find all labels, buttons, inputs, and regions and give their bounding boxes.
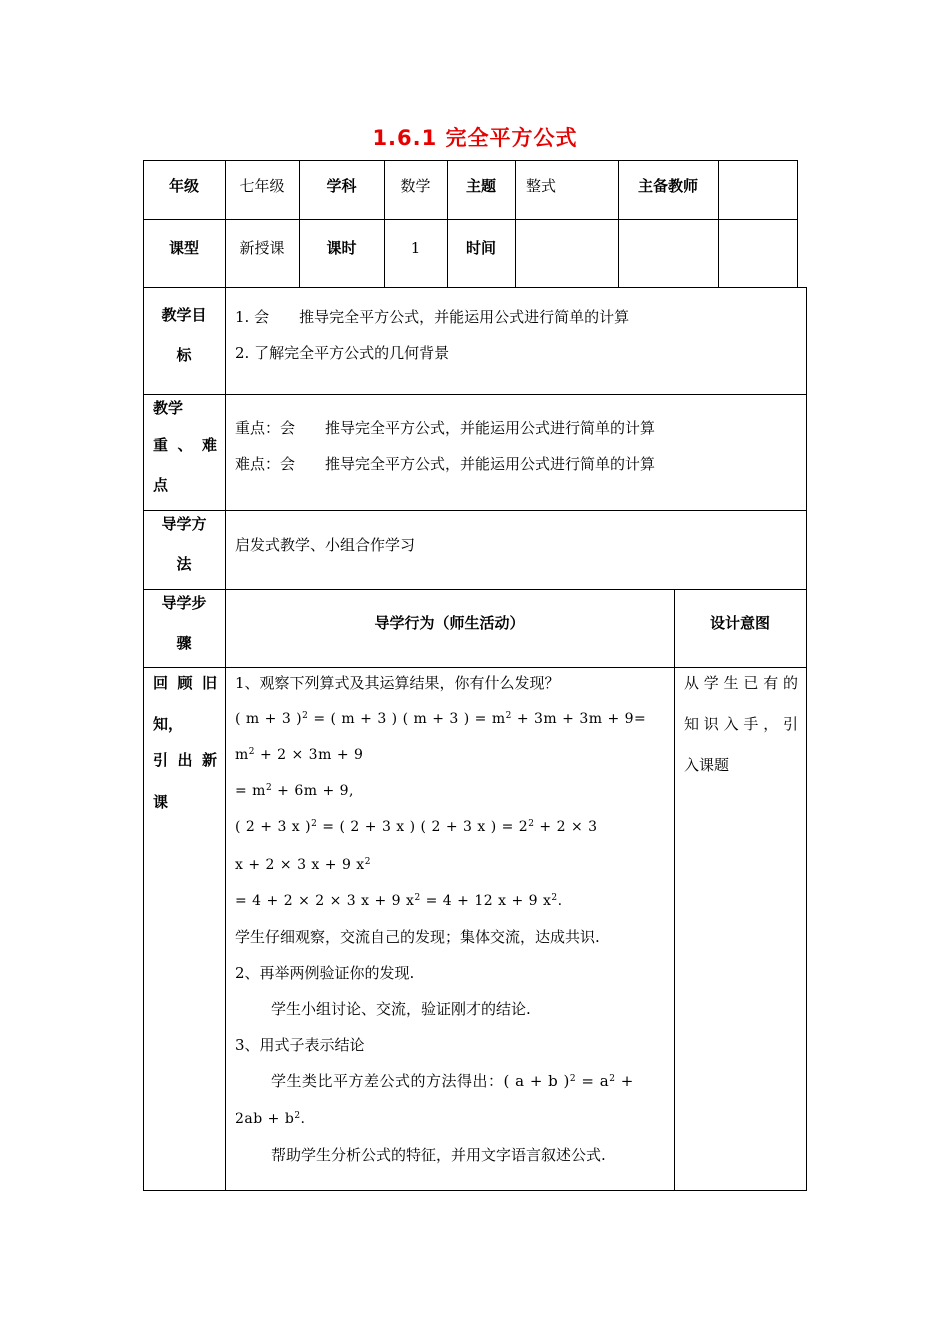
review-label-3: 引 出 新 xyxy=(153,751,217,769)
time-label: 时间 xyxy=(465,239,496,257)
equation-line: = $m^2 + 6m + 9$, xyxy=(235,783,355,799)
period-value: 1 xyxy=(410,239,421,257)
intent-line: 从学生已有的 xyxy=(684,674,798,692)
difficulty-point: 难点：会 推导完全平方公式，并能运用公式进行简单的计算 xyxy=(235,455,656,473)
type-label: 课型 xyxy=(168,239,199,257)
objective-item: 2. 了解完全平方公式的几何背景 xyxy=(235,344,450,362)
equation-line: ( 2 + 3 x )$^2$ = ( 2 + 3 x ) ( 2 + 3 x ) = $2^2 + 2 \times 3$ xyxy=(235,819,598,835)
subject-value: 数学 xyxy=(400,177,431,195)
equation-line: 学生类比平方差公式的方法得出：( a + b )$^2 = a^2$ + xyxy=(271,1072,634,1090)
equation-line: ( m + 3 )$^2$ = ( m + 3 ) ( m + 3 ) = $m^2 + 3m + 3m + 9=$ xyxy=(235,711,647,727)
keypoints-label-3: 点 xyxy=(153,476,169,494)
equation-line: x + 2 × 3 x + 9 $x^2$ xyxy=(235,857,371,873)
objectives-label-1: 教学目 xyxy=(161,306,207,324)
review-paragraph: 学生仔细观察，交流自己的发现；集体交流，达成共识. xyxy=(235,928,600,946)
intent-line: 入课题 xyxy=(684,756,730,774)
keypoints-label-2: 重 、 难 xyxy=(153,436,217,454)
equation-line: = 4 + 2 × 2 × 3 x + 9 $x^2 = 4 + 12$ x + 9 $x^2$. xyxy=(235,893,563,909)
review-paragraph: 1、观察下列算式及其运算结果，你有什么发现？ xyxy=(235,674,560,692)
method-label-1: 导学方 xyxy=(161,515,207,533)
topic-label: 主题 xyxy=(465,177,496,195)
grade-value: 七年级 xyxy=(239,177,285,195)
objective-item: 1. 会 推导完全平方公式，并能运用公式进行简单的计算 xyxy=(235,308,630,326)
teacher-label: 主备教师 xyxy=(637,177,698,195)
subject-label: 学科 xyxy=(326,177,357,195)
keypoints-label-1: 教学 xyxy=(153,399,184,417)
review-label-1: 回 顾 旧 xyxy=(153,674,217,692)
review-paragraph: 帮助学生分析公式的特征，并用文字语言叙述公式. xyxy=(271,1146,606,1164)
review-label-2: 知， xyxy=(153,715,184,733)
document-title: 1.6.1 完全平方公式 xyxy=(372,126,578,150)
review-paragraph: 2、再举两例验证你的发现. xyxy=(235,964,415,982)
method-value: 启发式教学、小组合作学习 xyxy=(235,536,416,554)
review-label-4: 课 xyxy=(153,793,169,811)
objectives-label-2: 标 xyxy=(176,346,192,364)
review-content xyxy=(235,673,663,1181)
method-label-2: 法 xyxy=(176,555,192,573)
equation-line: $2ab + b^2$. xyxy=(235,1111,306,1127)
topic-value: 整式 xyxy=(526,177,557,195)
review-paragraph: 学生小组讨论、交流，验证刚才的结论. xyxy=(271,1000,531,1018)
intent-header: 设计意图 xyxy=(709,614,770,632)
key-point: 重点：会 推导完全平方公式，并能运用公式进行简单的计算 xyxy=(235,419,656,437)
grade-label: 年级 xyxy=(168,177,199,195)
intent-line: 知识入手，引 xyxy=(684,715,798,733)
steps-label-2: 骤 xyxy=(176,634,192,652)
review-paragraph: 3、用式子表示结论 xyxy=(235,1036,365,1054)
activity-header: 导学行为（师生活动） xyxy=(374,614,525,632)
steps-label-1: 导学步 xyxy=(161,594,207,612)
type-value: 新授课 xyxy=(239,239,285,257)
period-label: 课时 xyxy=(326,239,357,257)
equation-line: $m^2 + 2 \times 3m + 9$ xyxy=(235,747,364,763)
